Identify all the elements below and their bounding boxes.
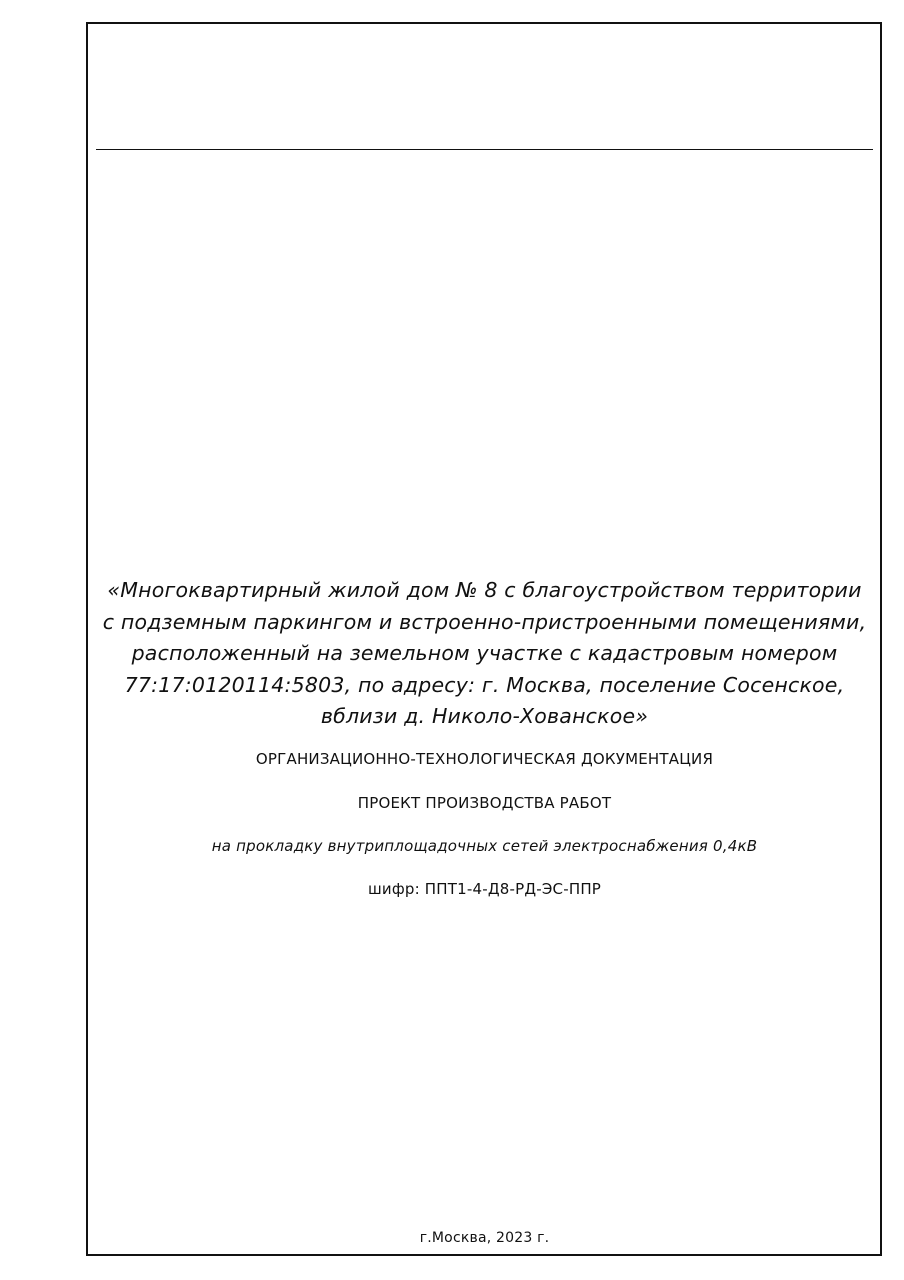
document-name: ПРОЕКТ ПРОИЗВОДСТВА РАБОТ — [357, 794, 612, 812]
project-title: «Многоквартирный жилой дом № 8 с благоустройством территории с подземным паркингом и встроенно-пристроенными помещениями, расположенный на земельном участке с кадастровым номером 77:17:0120114:5803, по адресу: г. Москва, поселение Сосенское, вблизи д. Николо-Хованское» — [102, 578, 867, 728]
title-block — [96, 575, 873, 733]
document-type: ОРГАНИЗАЦИОННО-ТЕХНОЛОГИЧЕСКАЯ ДОКУМЕНТАЦИЯ — [255, 750, 714, 768]
document-code: шифр: ППТ1-4-Д8-РД-ЭС-ППР — [367, 880, 602, 898]
header-rule — [96, 149, 873, 150]
document-subject: на прокладку внутриплощадочных сетей электроснабжения 0,4кВ — [211, 837, 758, 855]
document-footer: г.Москва, 2023 г. — [419, 1230, 550, 1246]
